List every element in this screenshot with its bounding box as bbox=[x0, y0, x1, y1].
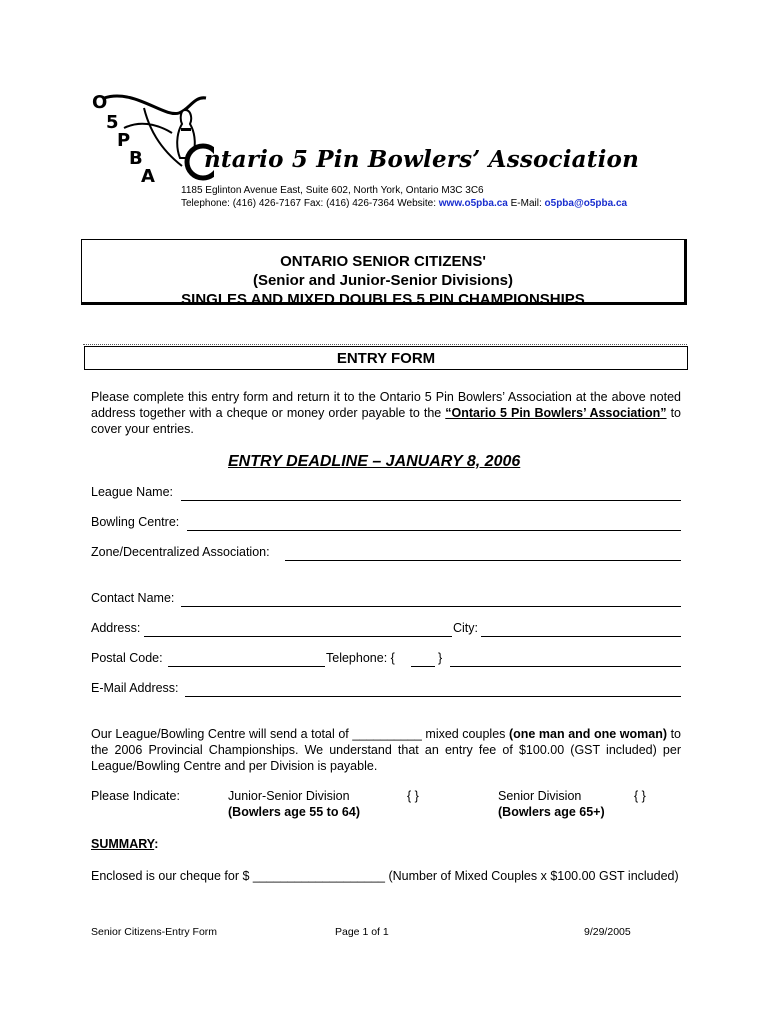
email-row bbox=[91, 681, 681, 697]
area-code-field[interactable] bbox=[411, 652, 435, 667]
bowling-centre-field[interactable] bbox=[187, 516, 681, 531]
contact-name-field[interactable] bbox=[181, 592, 681, 607]
telephone-field[interactable] bbox=[450, 652, 681, 667]
junior-senior-checkbox[interactable]: { } bbox=[407, 789, 419, 803]
couples-bold: (one man and one woman) bbox=[508, 727, 667, 741]
intro-tail: to cover your entries. bbox=[91, 406, 682, 436]
email-address-field[interactable] bbox=[185, 682, 681, 697]
title-line-3: SINGLES AND MIXED DOUBLES 5 PIN CHAMPIONSHIPS bbox=[181, 291, 585, 308]
telephone-fax-label: Telephone: (416) 426-7167 Fax: (416) 426-7364 Website: bbox=[181, 198, 439, 209]
title-line-2: (Senior and Junior-Senior Divisions) bbox=[252, 272, 514, 289]
logo-letter-p: P bbox=[117, 130, 131, 151]
zone-label: Zone/Decentralized Association: bbox=[91, 545, 270, 559]
contact-name-row bbox=[91, 591, 681, 607]
intro-paragraph bbox=[91, 389, 681, 437]
junior-senior-division-label: Junior-Senior Division bbox=[228, 789, 350, 803]
entry-form-heading: ENTRY FORM bbox=[84, 346, 688, 370]
address-field[interactable] bbox=[144, 622, 452, 637]
contact-line bbox=[181, 198, 627, 209]
summary-paragraph: Enclosed is our cheque for $ ___________________ (Number of Mixed Couples x $100.00 GST included) bbox=[91, 869, 679, 883]
email-link[interactable]: o5pba@o5pba.ca bbox=[544, 198, 628, 209]
telephone-label: Telephone: { bbox=[326, 651, 395, 665]
footer-left: Senior Citizens-Entry Form bbox=[91, 926, 218, 938]
couples-text-1: Our League/Bowling Centre will send a total of __________ mixed couples bbox=[91, 727, 509, 741]
telephone-close-brace: } bbox=[438, 651, 443, 665]
footer-page: Page 1 of 1 bbox=[335, 926, 389, 938]
logo-letter-5: 5 bbox=[106, 112, 119, 133]
bowling-centre-row bbox=[91, 515, 681, 531]
entry-deadline: ENTRY DEADLINE – JANUARY 8, 2006 bbox=[228, 453, 521, 470]
intro-text: Please complete this entry form and return it to the Ontario 5 Pin Bowlers’ Association at the above noted address together with a cheque or money order payable to the bbox=[91, 390, 681, 420]
please-indicate-label: Please Indicate: bbox=[91, 789, 180, 803]
summary-heading-text: SUMMARY bbox=[91, 837, 155, 851]
postal-code-field[interactable] bbox=[168, 652, 325, 667]
league-name-row bbox=[91, 485, 681, 501]
postal-telephone-row bbox=[91, 651, 681, 667]
summary-heading bbox=[91, 837, 158, 851]
postal-code-label: Postal Code: bbox=[91, 651, 163, 665]
org-name: ntario 5 Pin Bowlers’ Association bbox=[204, 146, 640, 173]
address-line: 1185 Eglinton Avenue East, Suite 602, North York, Ontario M3C 3C6 bbox=[181, 185, 484, 196]
logo-letter-a: A bbox=[141, 166, 155, 187]
senior-division-label: Senior Division bbox=[498, 789, 582, 803]
senior-checkbox[interactable]: { } bbox=[634, 789, 646, 803]
championship-title-box bbox=[81, 239, 687, 308]
logo-letter-o: O bbox=[92, 92, 108, 113]
city-field[interactable] bbox=[481, 622, 681, 637]
couples-text-2: to the 2006 Provincial Championships. We understand that an entry fee of $100.00 (GST included) per League/Bowling Centre and per Division is payable. bbox=[91, 727, 681, 773]
address-row bbox=[91, 621, 681, 637]
zone-field[interactable] bbox=[285, 546, 681, 561]
league-name-label: League Name: bbox=[91, 485, 174, 499]
footer-date: 9/29/2005 bbox=[584, 926, 631, 938]
address-label: Address: bbox=[91, 621, 141, 635]
zone-row bbox=[91, 545, 681, 561]
senior-age: (Bowlers age 65+) bbox=[498, 805, 605, 819]
payee-name: “Ontario 5 Pin Bowlers’ Association” bbox=[445, 406, 667, 420]
junior-senior-age: (Bowlers age 55 to 64) bbox=[228, 805, 360, 819]
city-label: City: bbox=[453, 621, 478, 635]
league-name-field[interactable] bbox=[181, 486, 681, 501]
title-line-1: ONTARIO SENIOR CITIZENS' bbox=[280, 253, 486, 270]
website-link[interactable]: www.o5pba.ca bbox=[438, 198, 508, 209]
couples-paragraph bbox=[91, 726, 681, 774]
email-label: E-Mail: bbox=[507, 198, 545, 209]
bowling-centre-label: Bowling Centre: bbox=[91, 515, 180, 529]
email-address-label: E-Mail Address: bbox=[91, 681, 179, 695]
logo-letter-b: B bbox=[129, 148, 143, 169]
contact-name-label: Contact Name: bbox=[91, 591, 175, 605]
summary-colon: : bbox=[154, 837, 159, 851]
